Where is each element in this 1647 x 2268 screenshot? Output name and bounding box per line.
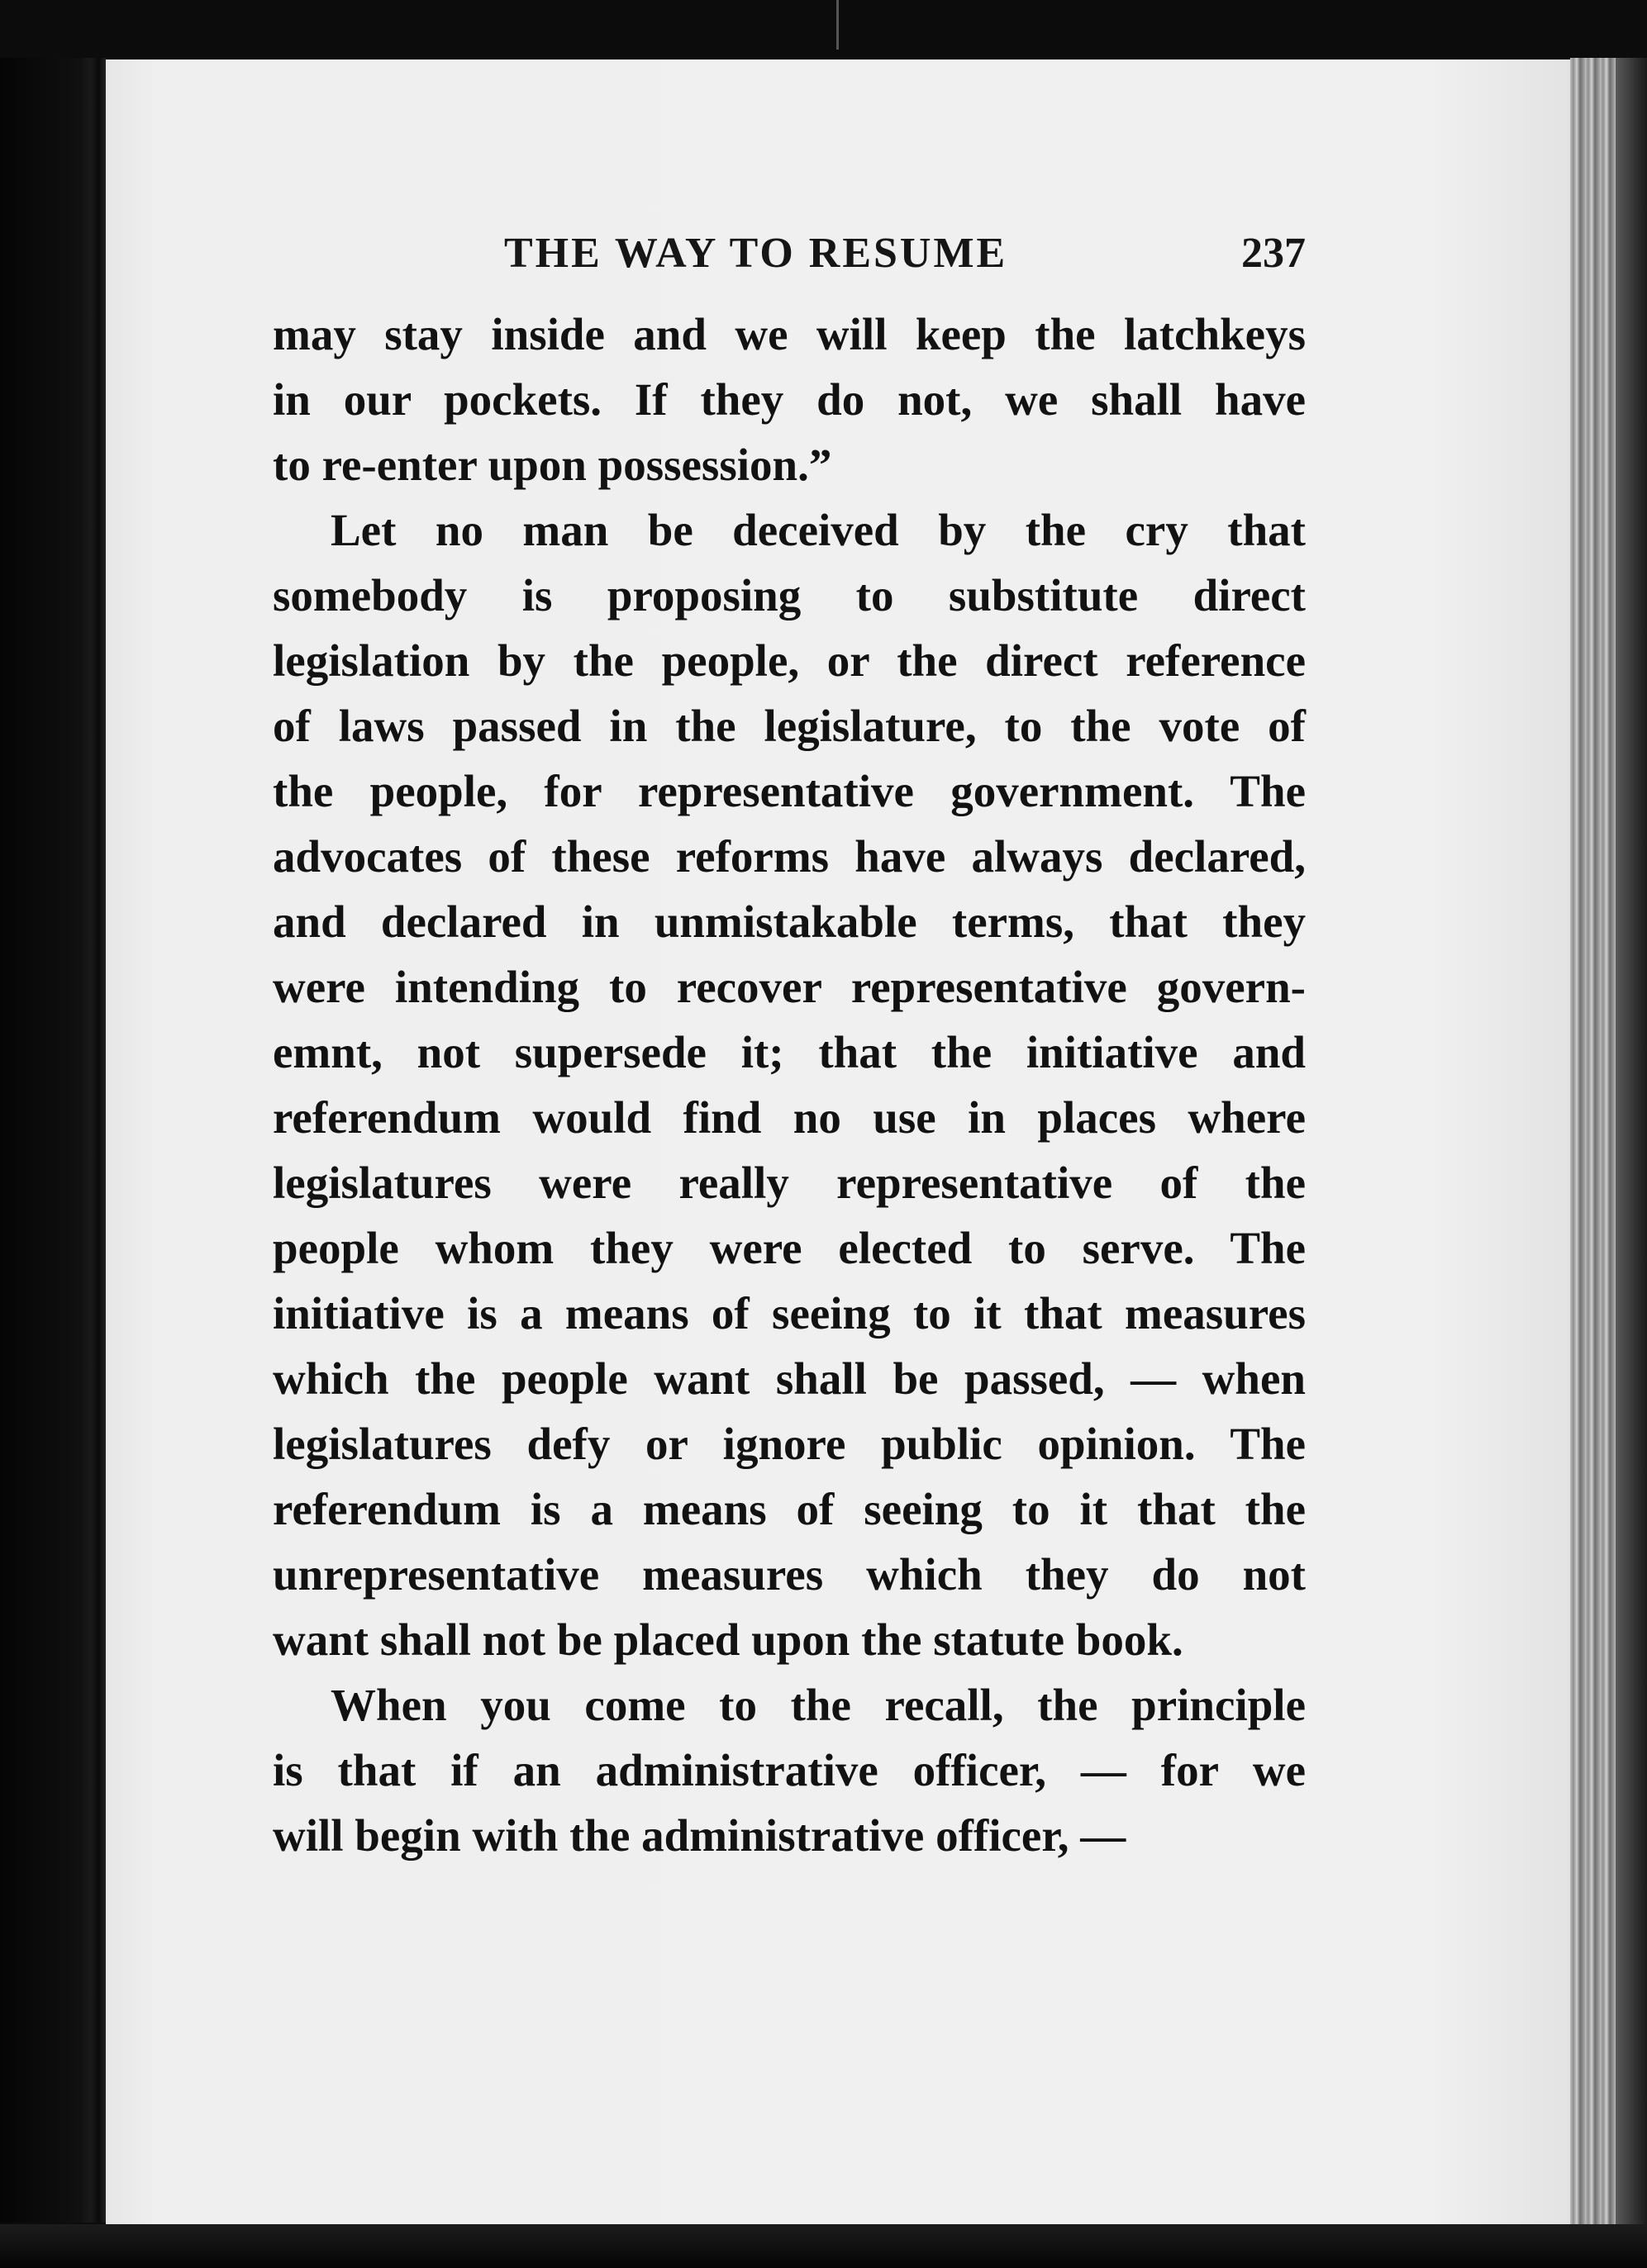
text-line: When you come to the recall, the principle [331, 1680, 1306, 1730]
text-line: Let no man be deceived by the cry that [331, 505, 1306, 555]
text-line: legislatures defy or ignore public opinion. The [273, 1419, 1306, 1469]
paragraph [273, 302, 1306, 497]
text-line: somebody is proposing to substitute direct [273, 570, 1306, 620]
text-line: legislation by the people, or the direct reference [273, 635, 1306, 686]
scan-artifact [836, 0, 839, 50]
paragraph [273, 1672, 1306, 1868]
text-line: may stay inside and we will keep the latchkeys [273, 309, 1306, 359]
text-line: of laws passed in the legislature, to the vote of [273, 701, 1306, 751]
text-line: referendum is a means of seeing to it that the [273, 1484, 1306, 1534]
text-line: were intending to recover representative govern- [273, 962, 1306, 1012]
body-text [273, 302, 1306, 1868]
running-head [273, 225, 1306, 283]
text-line: referendum would find no use in places where [273, 1092, 1306, 1143]
scan-bottom-border [0, 2224, 1647, 2268]
running-title: THE WAY TO RESUME [504, 230, 1008, 277]
text-line: is that if an administrative officer, — for we [273, 1745, 1306, 1795]
book-spine-edge [0, 58, 106, 2223]
page-stack-shadow [1616, 58, 1647, 2268]
text-line: will begin with the administrative officer, — [273, 1810, 1126, 1861]
page-number: 237 [1241, 230, 1306, 277]
text-line: emnt, not supersede it; that the initiative and [273, 1027, 1306, 1077]
text-line: people whom they were elected to serve. The [273, 1223, 1306, 1273]
text-line: initiative is a means of seeing to it that measures [273, 1288, 1306, 1338]
text-line: unrepresentative measures which they do not [273, 1549, 1306, 1600]
paragraph [273, 497, 1306, 1672]
text-line: in our pockets. If they do not, we shall have [273, 374, 1306, 425]
text-line: which the people want shall be passed, — when [273, 1353, 1306, 1404]
text-line: advocates of these reforms have always declared, [273, 831, 1306, 882]
text-line: and declared in unmistakable terms, that they [273, 896, 1306, 947]
text-line: legislatures were really representative of the [273, 1158, 1306, 1208]
text-line: want shall not be placed upon the statute book. [273, 1614, 1183, 1665]
text-line: the people, for representative government. The [273, 766, 1306, 816]
text-line: to re-enter upon possession.” [273, 440, 832, 490]
